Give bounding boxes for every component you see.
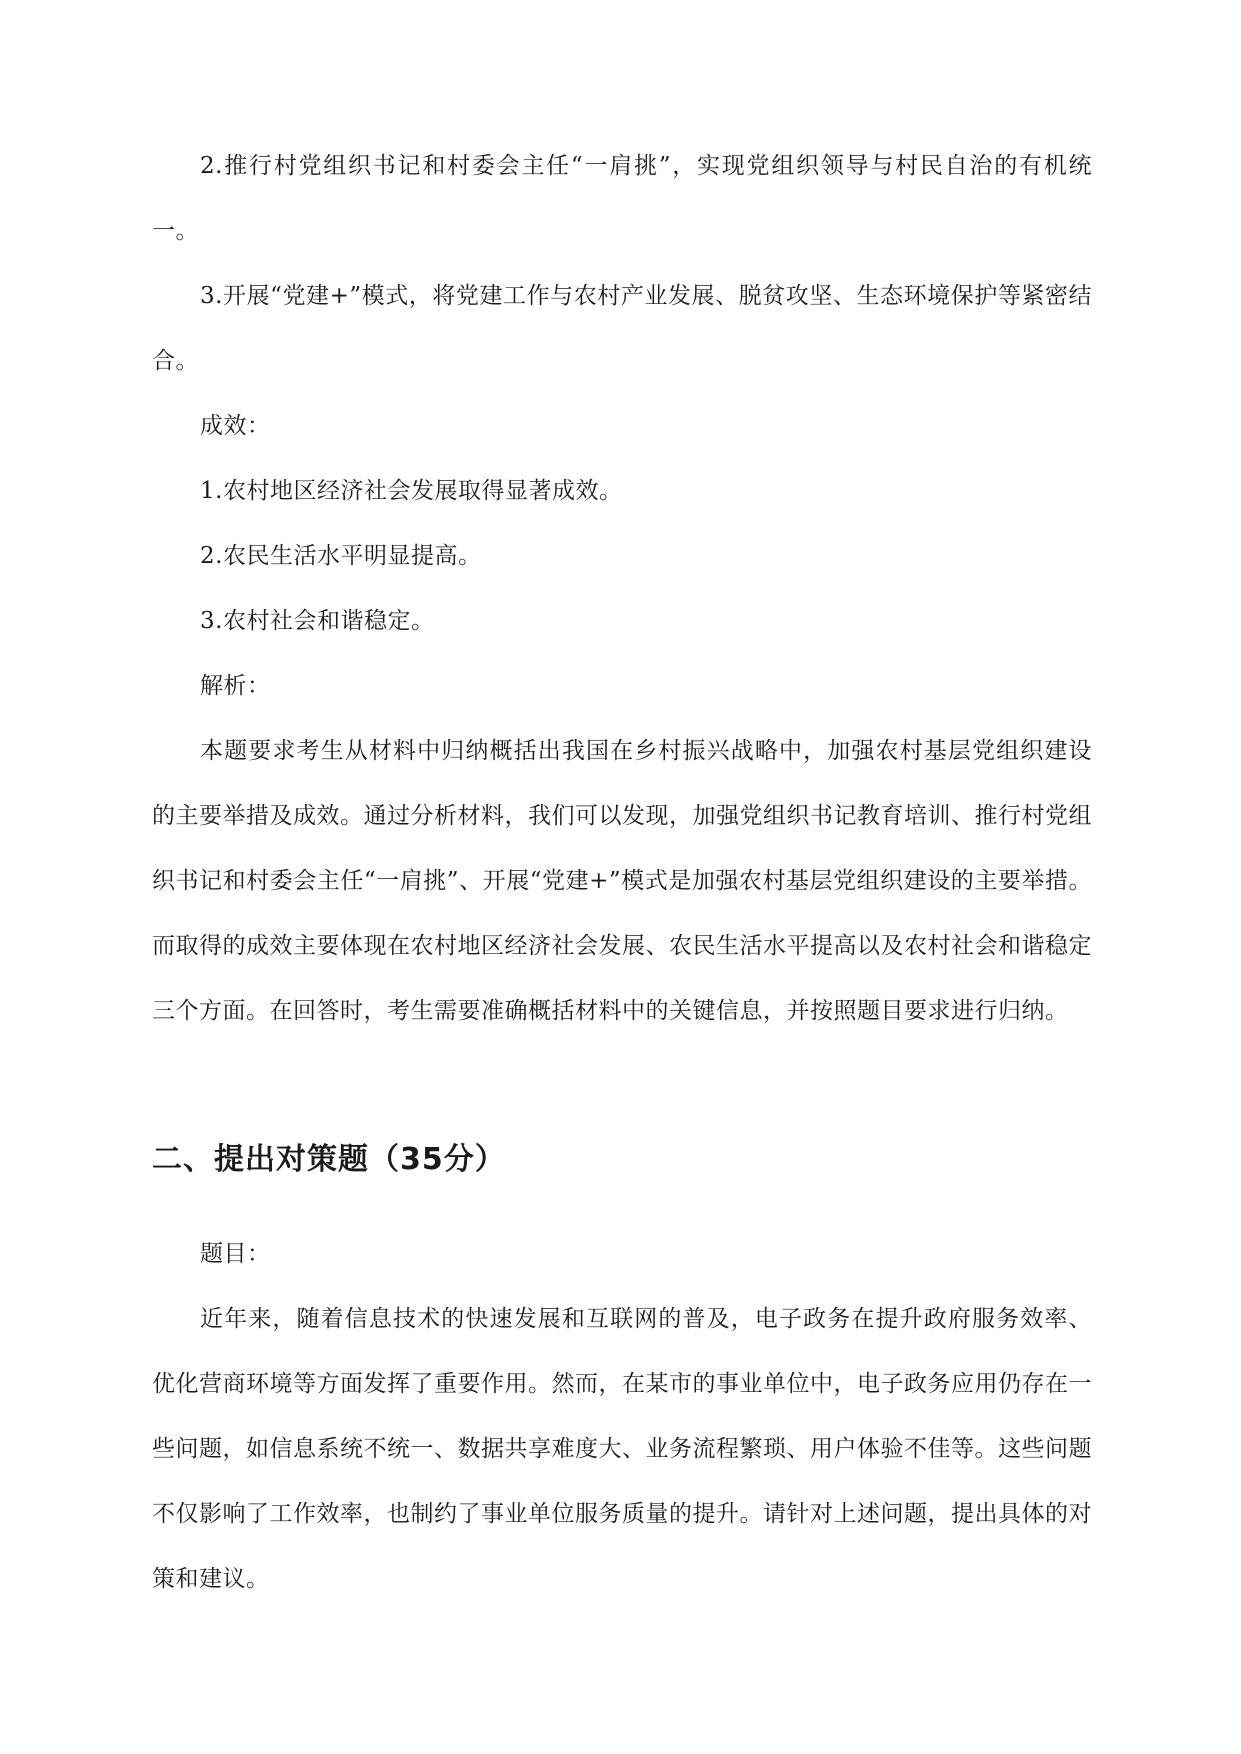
measure-item-2: 2.推行村党组织书记和村委会主任“一肩挑”，实现党组织领导与村民自治的有机统一。: [152, 153, 1092, 244]
analysis-label: 解析：: [200, 673, 271, 699]
section-heading: 二、提出对策题（35分）: [152, 1142, 506, 1177]
result-item-3: 3.农村社会和谐稳定。: [200, 608, 435, 634]
analysis-text: 本题要求考生从材料中归纳概括出我国在乡村振兴战略中，加强农村基层党组织建设的主要举措及成效。通过分析材料，我们可以发现，加强党组织书记教育培训、推行村党组织书记和村委会主任“一肩挑”、开展“党建+”模式是加强农村基层党组织建设的主要举措。而取得的成效主要体现在农村地区经济社会发展、农民生活水平提高以及农村社会和谐稳定三个方面。在回答时，考生需要准确概括材料中的关键信息，并按照题目要求进行归纳。: [152, 738, 1092, 1024]
question-label: 题目：: [200, 1241, 271, 1267]
measure-item-3: 3.开展“党建+”模式，将党建工作与农村产业发展、脱贫攻坚、生态环境保护等紧密结合。: [152, 283, 1092, 374]
result-item-1: 1.农村地区经济社会发展取得显著成效。: [200, 478, 623, 504]
results-label: 成效：: [200, 413, 271, 439]
result-item-2: 2.农民生活水平明显提高。: [200, 543, 482, 569]
question-text: 近年来，随着信息技术的快速发展和互联网的普及，电子政务在提升政府服务效率、优化营商环境等方面发挥了重要作用。然而，在某市的事业单位中，电子政务应用仍存在一些问题，如信息系统不统一、数据共享难度大、业务流程繁琐、用户体验不佳等。这些问题不仅影响了工作效率，也制约了事业单位服务质量的提升。请针对上述问题，提出具体的对策和建议。: [152, 1306, 1092, 1592]
